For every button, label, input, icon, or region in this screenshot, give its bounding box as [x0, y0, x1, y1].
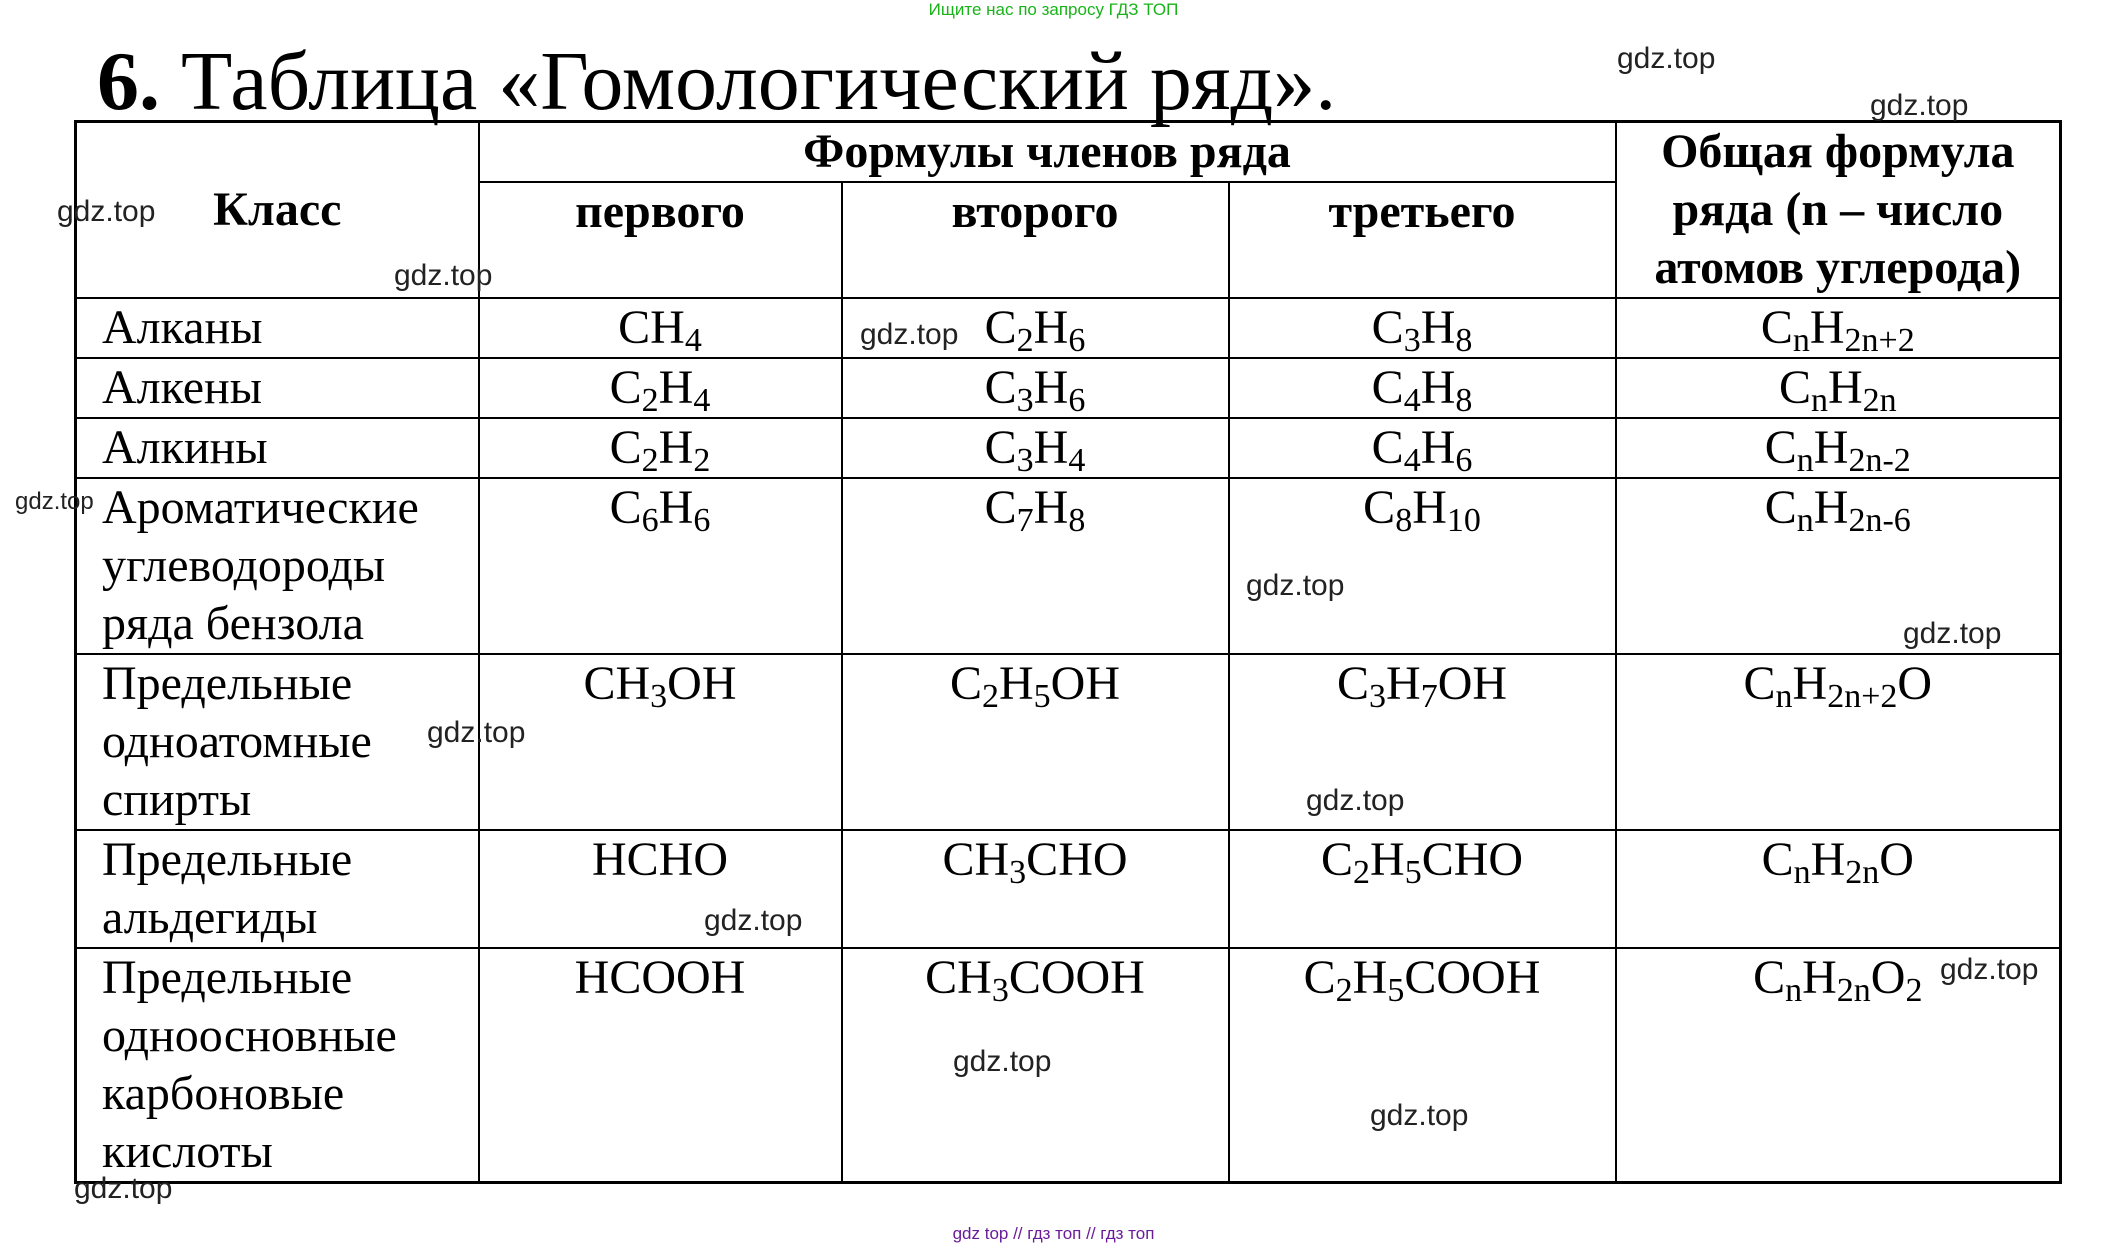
third-member-formula [1229, 478, 1616, 654]
formula-symbol: H [1352, 951, 1388, 1004]
formula-symbol: C [1764, 481, 1797, 534]
header-general-line: ряда (n – число [1672, 183, 2004, 236]
formula-symbol: H [658, 421, 694, 474]
first-member-formula [479, 418, 842, 478]
formula-subscript: 5 [1033, 678, 1051, 715]
formula-symbol: H [1420, 301, 1456, 354]
formula-subscript: 2 [1016, 322, 1034, 359]
formula-subscript: 2n+2 [1844, 322, 1915, 359]
formula-subscript: n [1796, 502, 1814, 539]
formula-symbol: H [1813, 421, 1849, 474]
formula-symbol: C [1753, 951, 1786, 1004]
table-row [76, 948, 2061, 1183]
formula-subscript: 3 [1016, 382, 1034, 419]
third-member-formula [1229, 948, 1616, 1183]
formula-symbol: CHO [1026, 833, 1128, 886]
formula-symbol: C [1303, 951, 1336, 1004]
watermark: gdz.top [1246, 569, 1345, 602]
formula-subscript: 2n-6 [1848, 502, 1911, 539]
formula-symbol: COOH [1008, 951, 1145, 1004]
formula-symbol: CH [942, 833, 1010, 886]
formula-symbol: H [658, 481, 694, 534]
formula-symbol: COOH [1404, 951, 1541, 1004]
class-name-line: одноатомные [102, 715, 372, 768]
formula-symbol: H [1827, 361, 1863, 414]
formula-subscript: 8 [1455, 382, 1473, 419]
first-member-formula [479, 298, 842, 358]
formula-subscript: 2 [1905, 972, 1923, 1009]
general-formula [1616, 830, 2061, 948]
task-title-text: Таблица «Гомологический ряд». [181, 35, 1337, 128]
first-member-formula [479, 654, 842, 830]
formula-subscript: 2n [1862, 382, 1897, 419]
formula-subscript: n [1785, 972, 1803, 1009]
class-name-line: альдегиды [102, 891, 318, 944]
class-name-line: Предельные [102, 657, 353, 710]
class-name-line: спирты [102, 773, 252, 826]
class-cell [76, 418, 479, 478]
header-general-line: атомов углерода) [1654, 241, 2022, 294]
watermark: gdz.top [1870, 89, 1969, 122]
bottom-note: gdz top // гдз топ // гдз топ [952, 1224, 1155, 1243]
formula-symbol: C [1760, 301, 1793, 354]
formula-subscript: 3 [1016, 442, 1034, 479]
table-row [76, 298, 2061, 358]
top-search-note: Ищите нас по запросу ГДЗ ТОП [928, 0, 1179, 19]
formula-symbol: O [1879, 833, 1914, 886]
formula-subscript: 7 [1420, 678, 1438, 715]
formula-subscript: 2 [693, 442, 711, 479]
class-cell [76, 948, 479, 1183]
class-name-line: Алкины [102, 421, 268, 474]
formula-subscript: 6 [693, 502, 711, 539]
formula-symbol: OH [667, 657, 737, 710]
formula-symbol: H [658, 361, 694, 414]
watermark: gdz.top [74, 1172, 173, 1205]
formula-subscript: 6 [641, 502, 659, 539]
table-row [76, 478, 2061, 654]
formula-subscript: 2 [982, 678, 999, 715]
formula-symbol: H [1802, 951, 1837, 1004]
formula-symbol: H [1370, 833, 1405, 886]
class-name-line: карбоновые [102, 1067, 345, 1120]
watermark: gdz.top [1306, 784, 1405, 817]
watermark: gdz.top [427, 716, 526, 749]
formula-subscript: 3 [1403, 322, 1421, 359]
formula-subscript: 4 [684, 322, 702, 359]
formula-symbol: C [618, 301, 651, 354]
class-name-line: Алканы [102, 301, 263, 354]
class-cell [76, 478, 479, 654]
formula-subscript: 2n-2 [1848, 442, 1911, 479]
general-formula [1616, 418, 2061, 478]
header-second: второго [842, 182, 1229, 298]
formula-subscript: 2 [641, 442, 659, 479]
formula-subscript: n [1793, 854, 1811, 891]
formula-symbol: H [1386, 657, 1421, 710]
formula-symbol: C [984, 301, 1017, 354]
watermark: gdz.top [860, 318, 959, 351]
watermark: gdz.top [57, 195, 156, 228]
header-third: третьего [1229, 182, 1616, 298]
formula-symbol: CHO [1421, 833, 1524, 886]
second-member-formula [842, 418, 1229, 478]
formula-symbol: O [1870, 951, 1906, 1004]
formula-subscript: 3 [650, 678, 668, 715]
formula-symbol: H [650, 301, 685, 354]
table-row [76, 830, 2061, 948]
formula-subscript: 6 [1068, 322, 1086, 359]
class-cell [76, 358, 479, 418]
watermark: gdz.top [1940, 953, 2039, 986]
class-name-line: Ароматические [102, 481, 419, 534]
formula-symbol: H [1033, 421, 1069, 474]
formula-subscript: n [1792, 322, 1810, 359]
general-formula [1616, 358, 2061, 418]
formula-symbol: C [984, 361, 1017, 414]
formula-subscript: 4 [1403, 382, 1421, 419]
header-formulas-group: Формулы членов ряда [479, 122, 1616, 183]
formula-symbol: H [1810, 833, 1846, 886]
header-general-line: Общая формула [1661, 125, 2015, 178]
second-member-formula [842, 830, 1229, 948]
formula-symbol: H [999, 657, 1034, 710]
formula-symbol: C [1778, 361, 1811, 414]
formula-symbol: C [1321, 833, 1354, 886]
third-member-formula [1229, 654, 1616, 830]
formula-subscript: 6 [1455, 442, 1473, 479]
formula-symbol: C [1371, 301, 1404, 354]
formula-symbol: OH [1050, 657, 1120, 710]
class-cell [76, 654, 479, 830]
table-row [76, 418, 2061, 478]
formula-subscript: 10 [1446, 502, 1481, 539]
formula-symbol: C [609, 421, 642, 474]
formula-subscript: 8 [1068, 502, 1086, 539]
table-row [76, 358, 2061, 418]
class-name-line: Предельные [102, 833, 353, 886]
formula-symbol: O [1897, 657, 1933, 710]
header-class: Класс [76, 122, 479, 299]
header-general-formula [1616, 122, 2061, 299]
formula-subscript: 2 [1353, 854, 1371, 891]
second-member-formula [842, 358, 1229, 418]
formula-symbol: C [1363, 481, 1396, 534]
formula-subscript: 4 [693, 382, 711, 419]
class-name-line: ряда бензола [102, 597, 364, 650]
watermark: gdz.top [15, 488, 94, 515]
formula-symbol: C [609, 361, 642, 414]
formula-subscript: 4 [1068, 442, 1086, 479]
task-number: 6. [97, 35, 160, 128]
homologous-series-table [74, 120, 2062, 1184]
formula-subscript: 2 [1335, 972, 1353, 1009]
first-member-formula [479, 948, 842, 1183]
page-title [97, 34, 1336, 130]
formula-symbol: C [1371, 361, 1404, 414]
formula-symbol: H [1033, 301, 1069, 354]
table-body [76, 298, 2061, 1183]
formula-subscript: 2 [641, 382, 659, 419]
formula-subscript: 6 [1068, 382, 1086, 419]
formula-symbol: CH [925, 951, 992, 1004]
table-row [76, 654, 2061, 830]
formula-subscript: n [1775, 678, 1793, 715]
watermark: gdz.top [394, 259, 493, 292]
formula-symbol: C [984, 421, 1017, 474]
formula-symbol: H [1813, 481, 1849, 534]
third-member-formula [1229, 830, 1616, 948]
formula-subscript: 3 [1369, 678, 1387, 715]
first-member-formula [479, 478, 842, 654]
class-name-line: Предельные [102, 951, 353, 1004]
formula-symbol: C [949, 657, 982, 710]
formula-symbol: C [609, 481, 642, 534]
formula-symbol: H [1412, 481, 1447, 534]
class-name-line: Алкены [102, 361, 262, 414]
header-first: первого [479, 182, 842, 298]
class-name-line: одноосновные [102, 1009, 397, 1062]
formula-subscript: 3 [1009, 854, 1027, 891]
general-formula [1616, 298, 2061, 358]
watermark: gdz.top [1903, 617, 2002, 650]
watermark: gdz.top [953, 1045, 1052, 1078]
watermark: gdz.top [704, 904, 803, 937]
general-formula [1616, 654, 2061, 830]
formula-symbol: H [615, 657, 651, 710]
header-row-1 [76, 122, 2061, 183]
formula-subscript: n [1810, 382, 1828, 419]
class-cell [76, 830, 479, 948]
formula-subscript: 3 [991, 972, 1009, 1009]
formula-symbol: H [1033, 481, 1069, 534]
third-member-formula [1229, 358, 1616, 418]
formula-symbol: H [1033, 361, 1069, 414]
formula-symbol: H [1420, 361, 1456, 414]
formula-symbol: H [1420, 421, 1456, 474]
formula-subscript: 8 [1455, 322, 1473, 359]
formula-symbol: HCOOH [574, 951, 746, 1004]
formula-symbol: C [1764, 421, 1797, 474]
formula-symbol: C [1371, 421, 1404, 474]
formula-symbol: C [1743, 657, 1776, 710]
watermark: gdz.top [1617, 42, 1716, 75]
formula-symbol: C [1337, 657, 1370, 710]
formula-subscript: 4 [1403, 442, 1421, 479]
first-member-formula [479, 358, 842, 418]
second-member-formula [842, 478, 1229, 654]
formula-subscript: 2n+2 [1827, 678, 1898, 715]
formula-subscript: n [1796, 442, 1814, 479]
class-cell [76, 298, 479, 358]
watermark: gdz.top [1370, 1099, 1469, 1132]
formula-symbol: OH [1437, 657, 1508, 710]
formula-symbol: C [583, 657, 616, 710]
formula-subscript: 5 [1387, 972, 1405, 1009]
formula-subscript: 8 [1395, 502, 1413, 539]
formula-symbol: C [1761, 833, 1794, 886]
formula-symbol: HCHO [591, 833, 728, 886]
formula-subscript: 2n [1845, 854, 1880, 891]
formula-symbol: H [1792, 657, 1828, 710]
second-member-formula [842, 654, 1229, 830]
class-name-line: кислоты [102, 1125, 273, 1178]
third-member-formula [1229, 298, 1616, 358]
formula-subscript: 7 [1016, 502, 1034, 539]
class-name-line: углеводороды [102, 539, 386, 592]
formula-subscript: 2n [1836, 972, 1871, 1009]
formula-subscript: 5 [1404, 854, 1422, 891]
third-member-formula [1229, 418, 1616, 478]
formula-symbol: H [1809, 301, 1845, 354]
formula-symbol: C [984, 481, 1017, 534]
